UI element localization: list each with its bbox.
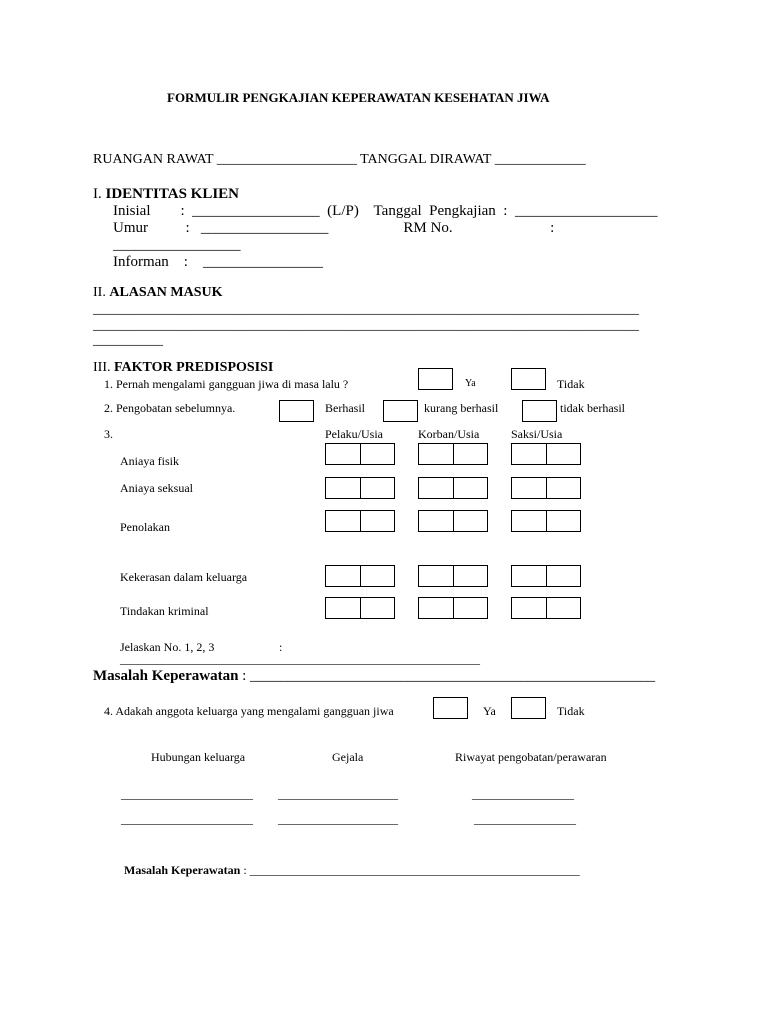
inisial-field[interactable]: Inisial : _________________ (L/P) Tanggal Pengkajian : ___________________: [113, 203, 658, 219]
row-label-tindakan-kriminal: Tindakan kriminal: [120, 604, 209, 618]
riwayat-field-1[interactable]: _________________: [472, 787, 574, 801]
tindakan-kriminal-korban-usia-boxes[interactable]: [418, 597, 488, 619]
aniaya-fisik-saksi-usia-boxes[interactable]: [511, 443, 581, 465]
q1-tidak-checkbox[interactable]: [511, 368, 546, 390]
q4-ya-checkbox[interactable]: [433, 697, 468, 719]
question-3: 3.: [104, 427, 113, 441]
jelaskan-label: Jelaskan No. 1, 2, 3: [120, 640, 215, 654]
section-number: II.: [93, 285, 106, 300]
q4-tidak-label: Tidak: [557, 704, 585, 718]
row-label-penolakan: Penolakan: [120, 520, 170, 534]
jelaskan-colon: :: [279, 640, 283, 654]
penolakan-pelaku-usia-boxes[interactable]: [325, 510, 395, 532]
tindakan-kriminal-saksi-usia-boxes[interactable]: [511, 597, 581, 619]
gejala-field-2[interactable]: ____________________: [278, 812, 398, 826]
aniaya-seksual-saksi-usia-boxes[interactable]: [511, 477, 581, 499]
kekerasan-keluarga-saksi-usia-boxes[interactable]: [511, 565, 581, 587]
question-2: 2. Pengobatan sebelumnya.: [104, 401, 236, 415]
riwayat-field-2[interactable]: _________________: [474, 812, 576, 826]
row-label-aniaya-seksual: Aniaya seksual: [120, 481, 193, 495]
hubungan-field-2[interactable]: ______________________: [121, 812, 253, 826]
penolakan-saksi-usia-boxes[interactable]: [511, 510, 581, 532]
masalah-keperawatan-2: [124, 863, 580, 878]
question-1: 1. Pernah mengalami gangguan jiwa di masa lalu ?: [104, 377, 349, 391]
column-header-pelaku: Pelaku/Usia: [325, 427, 383, 441]
masalah-label: Masalah Keperawatan: [124, 863, 241, 877]
ruangan-tanggal-line: RUANGAN RAWAT ____________________ TANGGAL DIRAWAT _____________: [93, 152, 586, 167]
masalah-field[interactable]: : _______________________________________________________: [240, 863, 580, 877]
alasan-line-1[interactable]: ______________________________________________________________________________: [93, 302, 639, 317]
section-number: III.: [93, 360, 111, 375]
q2-berhasil-label: Berhasil: [325, 401, 365, 415]
alasan-line-3[interactable]: __________: [93, 333, 163, 348]
informan-field[interactable]: Informan : ________________: [113, 254, 323, 270]
q1-ya-checkbox[interactable]: [418, 368, 453, 390]
kekerasan-keluarga-korban-usia-boxes[interactable]: [418, 565, 488, 587]
q2-kurang-berhasil-label: kurang berhasil: [424, 401, 499, 415]
column-header-gejala: Gejala: [332, 750, 364, 764]
q1-ya-label: Ya: [465, 378, 476, 389]
q1-tidak-label: Tidak: [557, 377, 585, 391]
rm-no-field[interactable]: _________________: [113, 237, 241, 253]
masalah-label: Masalah Keperawatan: [93, 668, 239, 684]
gejala-field-1[interactable]: ____________________: [278, 787, 398, 801]
masalah-field[interactable]: : ______________________________________________________: [242, 668, 656, 684]
q2-tidak-berhasil-checkbox[interactable]: [522, 400, 557, 422]
row-label-kekerasan-keluarga: Kekerasan dalam keluarga: [120, 570, 248, 584]
aniaya-fisik-pelaku-usia-boxes[interactable]: [325, 443, 395, 465]
section-title: ALASAN MASUK: [109, 285, 223, 300]
aniaya-seksual-pelaku-usia-boxes[interactable]: [325, 477, 395, 499]
section-identitas-heading: [93, 186, 239, 203]
masalah-keperawatan-1: [93, 668, 655, 685]
q2-berhasil-checkbox[interactable]: [279, 400, 314, 422]
column-header-korban: Korban/Usia: [418, 427, 480, 441]
row-label-aniaya-fisik: Aniaya fisik: [120, 454, 179, 468]
kekerasan-keluarga-pelaku-usia-boxes[interactable]: [325, 565, 395, 587]
q2-kurang-berhasil-checkbox[interactable]: [383, 400, 418, 422]
hubungan-field-1[interactable]: ______________________: [121, 787, 253, 801]
penolakan-korban-usia-boxes[interactable]: [418, 510, 488, 532]
alasan-line-2[interactable]: ______________________________________________________________________________: [93, 318, 639, 333]
tindakan-kriminal-pelaku-usia-boxes[interactable]: [325, 597, 395, 619]
umur-field[interactable]: Umur : _________________ RM No. :: [113, 220, 555, 236]
q4-tidak-checkbox[interactable]: [511, 697, 546, 719]
q2-tidak-berhasil-label: tidak berhasil: [560, 401, 625, 415]
section-faktor-heading: [93, 360, 273, 376]
section-number: I.: [93, 186, 102, 202]
section-title: FAKTOR PREDISPOSISI: [114, 360, 274, 375]
section-title: IDENTITAS KLIEN: [105, 186, 240, 202]
aniaya-fisik-korban-usia-boxes[interactable]: [418, 443, 488, 465]
q4-ya-label: Ya: [483, 704, 496, 718]
column-header-hubungan: Hubungan keluarga: [151, 750, 246, 764]
jelaskan-field[interactable]: ____________________________________________________________: [120, 652, 480, 666]
column-header-riwayat: Riwayat pengobatan/perawaran: [455, 750, 607, 764]
column-header-saksi: Saksi/Usia: [511, 427, 563, 441]
aniaya-seksual-korban-usia-boxes[interactable]: [418, 477, 488, 499]
section-alasan-heading: [93, 285, 223, 301]
form-title: FORMULIR PENGKAJIAN KEPERAWATAN KESEHATAN JIWA: [167, 90, 550, 105]
question-4: 4. Adakah anggota keluarga yang mengalami gangguan jiwa: [104, 704, 394, 718]
